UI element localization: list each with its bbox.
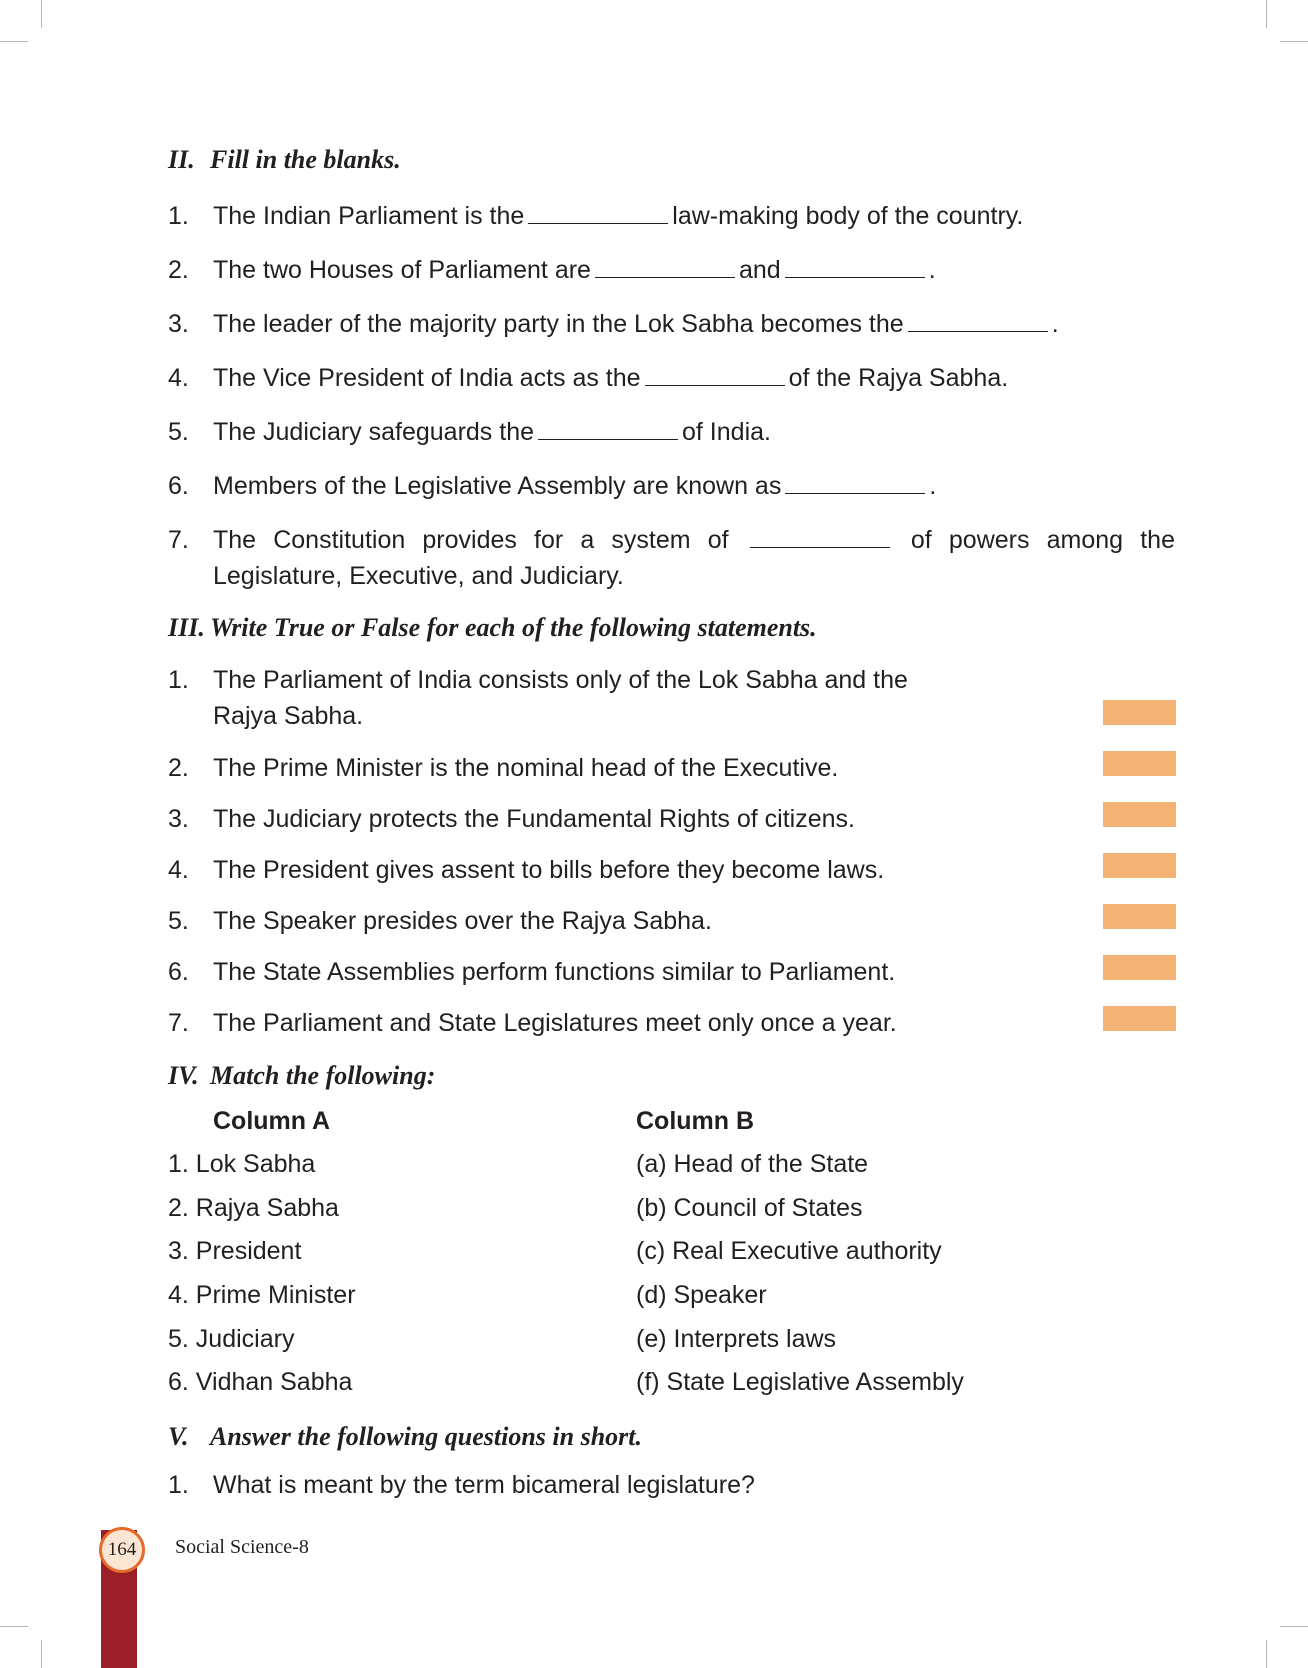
- item-number: 2.: [168, 754, 189, 782]
- crop-mark: [1280, 1626, 1308, 1627]
- column-a-heading: Column A: [213, 1107, 331, 1135]
- section-title: Fill in the blanks.: [210, 145, 401, 174]
- item-text: The leader of the majority party in the Lok Sabha becomes the: [213, 310, 904, 338]
- item-text: of India.: [682, 418, 771, 446]
- section-number: V.: [168, 1422, 189, 1451]
- answer-blank[interactable]: [750, 525, 890, 548]
- crop-mark: [1280, 41, 1308, 42]
- item-text: The two Houses of Parliament are: [213, 256, 591, 284]
- item-text: .: [1051, 310, 1059, 338]
- section-title: Answer the following questions in short.: [210, 1422, 643, 1451]
- item-text: law-making body of the country.: [672, 202, 1024, 230]
- column-a-item: 5. Judiciary: [168, 1325, 295, 1353]
- item-number: 5.: [168, 418, 189, 446]
- answer-box[interactable]: [1103, 1006, 1176, 1031]
- item-text: The Parliament of India consists only of the Lok Sabha and the: [213, 666, 908, 694]
- item-number: 6.: [168, 472, 189, 500]
- section-4-heading: [168, 1061, 435, 1091]
- item-text: What is meant by the term bicameral legislature?: [213, 1471, 755, 1499]
- item-number: 4.: [168, 856, 189, 884]
- item-text: The President gives assent to bills before they become laws.: [213, 856, 885, 884]
- crop-mark: [41, 1640, 42, 1668]
- section-2-heading: [168, 145, 401, 175]
- page-number-badge: 164: [99, 1527, 145, 1573]
- item-text: The Judiciary protects the Fundamental Rights of citizens.: [213, 805, 855, 833]
- answer-box[interactable]: [1103, 853, 1176, 878]
- item-number: 1.: [168, 666, 189, 694]
- answer-box[interactable]: [1103, 955, 1176, 980]
- item-text: The Parliament and State Legislatures meet only once a year.: [213, 1009, 897, 1037]
- item-number: 4.: [168, 364, 189, 392]
- item-text: and: [738, 256, 781, 284]
- item-number: 7.: [168, 1009, 189, 1037]
- column-b-heading: Column B: [636, 1107, 755, 1135]
- answer-blank[interactable]: [528, 201, 668, 224]
- column-a-item: 3. President: [168, 1237, 302, 1265]
- answer-blank[interactable]: [595, 255, 735, 278]
- answer-box[interactable]: [1103, 751, 1176, 776]
- column-b-item: (c) Real Executive authority: [636, 1237, 942, 1265]
- crop-mark: [1266, 1640, 1267, 1668]
- item-text: The Speaker presides over the Rajya Sabha.: [213, 907, 712, 935]
- section-3-heading: [168, 613, 817, 643]
- answer-blank[interactable]: [645, 363, 785, 386]
- item-text: of powers among the Legislature, Executive, and Judiciary.: [213, 526, 1175, 590]
- answer-blank[interactable]: [785, 255, 925, 278]
- section-number: II.: [168, 145, 195, 174]
- item-number: 1.: [168, 202, 189, 230]
- item-text: The Vice President of India acts as the: [213, 364, 641, 392]
- item-text: The Indian Parliament is the: [213, 202, 525, 230]
- item-text: The Prime Minister is the nominal head of the Executive.: [213, 754, 839, 782]
- column-b-item: (b) Council of States: [636, 1194, 863, 1222]
- column-b-item: (f) State Legislative Assembly: [636, 1368, 964, 1396]
- item-text: Rajya Sabha.: [213, 702, 364, 730]
- item-number: 1.: [168, 1471, 189, 1499]
- crop-mark: [1266, 0, 1267, 28]
- item-text: The State Assemblies perform functions similar to Parliament.: [213, 958, 896, 986]
- item-text: The Constitution provides for a system of: [213, 526, 729, 554]
- item-text: .: [928, 256, 936, 284]
- item-number: 5.: [168, 907, 189, 935]
- item-number: 3.: [168, 805, 189, 833]
- column-b-item: (e) Interprets laws: [636, 1325, 837, 1353]
- section-5-heading: [168, 1422, 642, 1452]
- item-number: 2.: [168, 256, 189, 284]
- item-text: .: [929, 472, 937, 500]
- item-number: 3.: [168, 310, 189, 338]
- crop-mark: [0, 1626, 28, 1627]
- book-title: Social Science-8: [175, 1536, 309, 1558]
- crop-mark: [0, 41, 28, 42]
- section-number: IV.: [168, 1061, 199, 1090]
- answer-box[interactable]: [1103, 904, 1176, 929]
- answer-blank[interactable]: [785, 471, 925, 494]
- item-text: The Judiciary safeguards the: [213, 418, 535, 446]
- column-b-item: (a) Head of the State: [636, 1150, 869, 1178]
- item-number: 7.: [168, 526, 189, 554]
- answer-box[interactable]: [1103, 802, 1176, 827]
- item-text: of the Rajya Sabha.: [788, 364, 1009, 392]
- item-number: 6.: [168, 958, 189, 986]
- column-a-item: 4. Prime Minister: [168, 1281, 356, 1309]
- section-title: Match the following:: [210, 1061, 436, 1090]
- column-a-item: 2. Rajya Sabha: [168, 1194, 339, 1222]
- section-title: Write True or False for each of the following statements.: [210, 613, 817, 642]
- crop-mark: [41, 0, 42, 28]
- column-a-item: 1. Lok Sabha: [168, 1150, 316, 1178]
- answer-blank[interactable]: [538, 417, 678, 440]
- section-number: III.: [168, 613, 205, 642]
- column-b-item: (d) Speaker: [636, 1281, 767, 1309]
- answer-blank[interactable]: [908, 309, 1048, 332]
- item-text: Members of the Legislative Assembly are known as: [213, 472, 782, 500]
- column-a-item: 6. Vidhan Sabha: [168, 1368, 353, 1396]
- answer-box[interactable]: [1103, 700, 1176, 725]
